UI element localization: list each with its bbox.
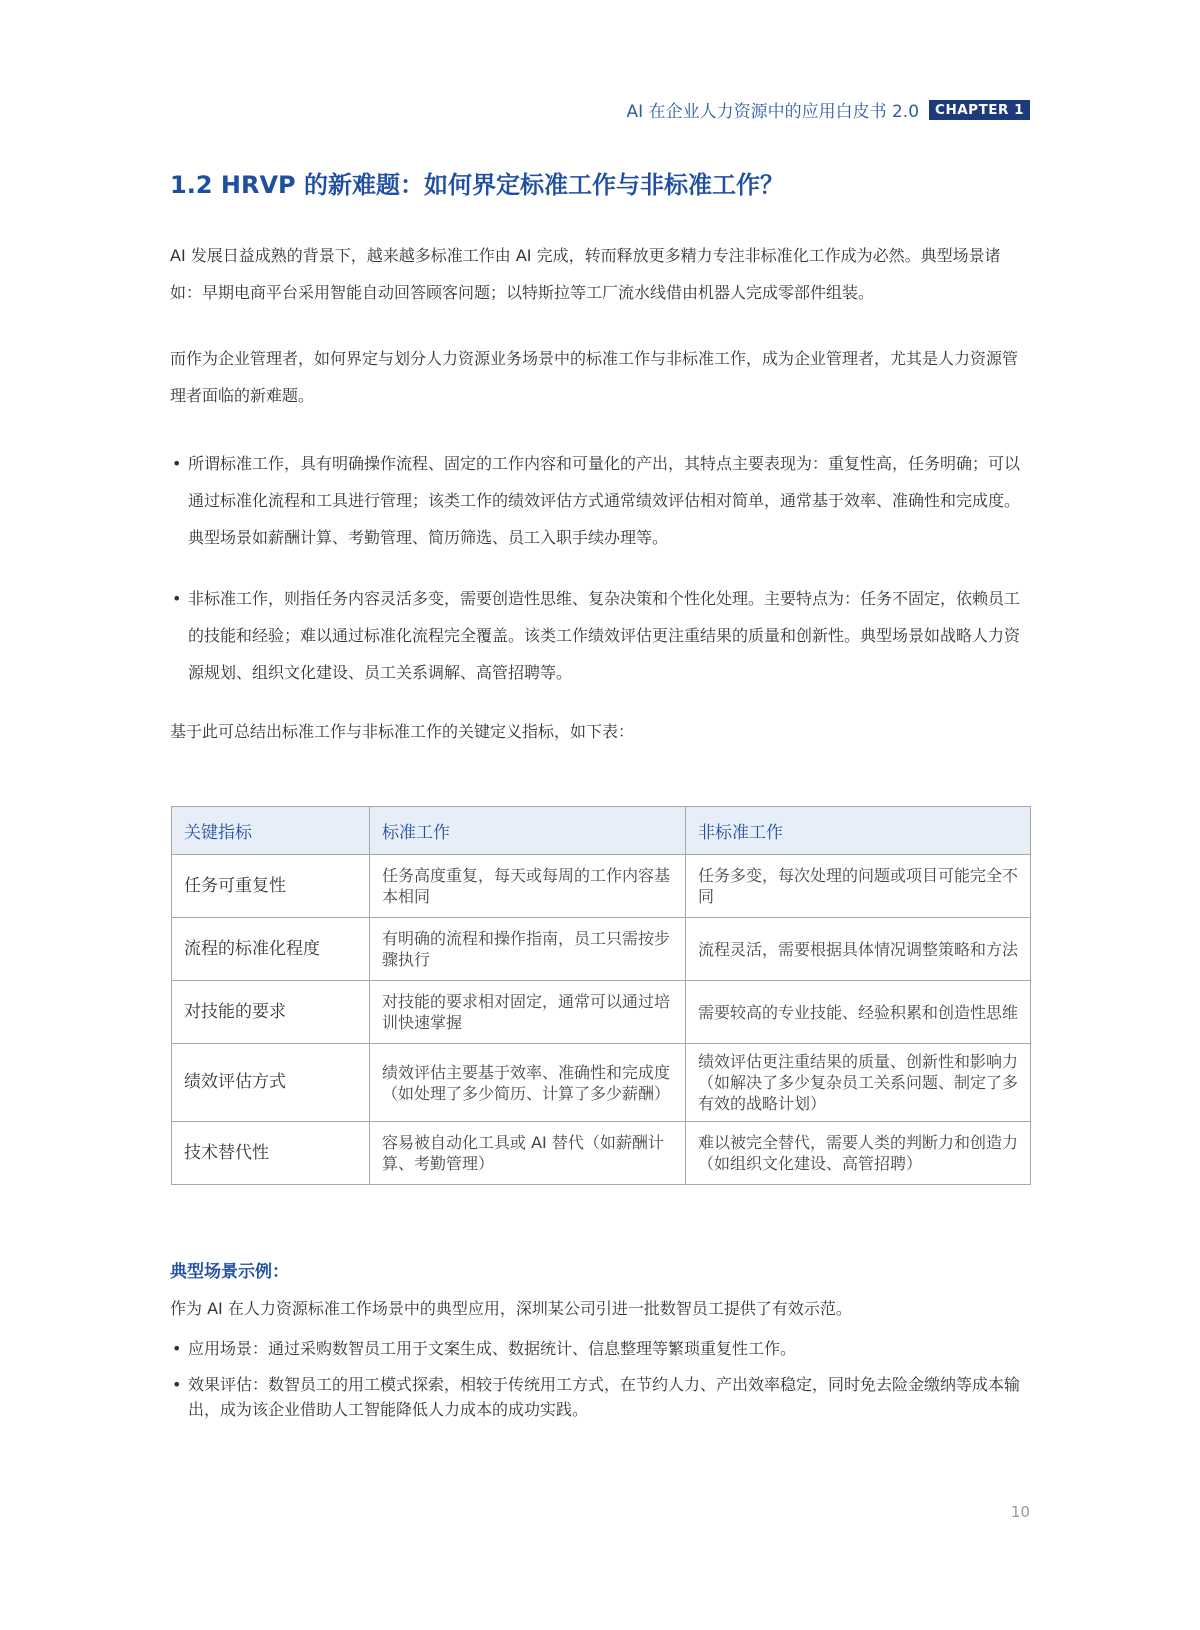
nonstandard-cell: 绩效评估更注重结果的质量、创新性和影响力（如解决了多少复杂员工关系问题、制定了多有效的战略计划）	[686, 1044, 1031, 1122]
example-item-text: 应用场景：通过采购数智员工用于文案生成、数据统计、信息整理等繁琐重复性工作。	[188, 1339, 797, 1358]
bullet-nonstandard-work	[170, 580, 1030, 691]
table-row	[172, 918, 1031, 981]
example-title: 典型场景示例：	[170, 1262, 289, 1282]
nonstandard-cell: 任务多变，每次处理的问题或项目可能完全不同	[686, 855, 1031, 918]
example-item-scenario	[170, 1336, 1030, 1361]
bullet-text: 非标准工作，则指任务内容灵活多变，需要创造性思维、复杂决策和个性化处理。主要特点为：任务不固定，依赖员工的技能和经验；难以通过标准化流程完全覆盖。该类工作绩效评估更注重结果的质量和创新性。典型场景如战略人力资源规划、组织文化建设、员工关系调解、高管招聘等。	[188, 589, 1021, 682]
bullet-dot-icon: •	[172, 1375, 182, 1394]
indicator-cell: 对技能的要求	[172, 981, 370, 1044]
page-number: 10	[1010, 1503, 1030, 1521]
indicator-cell: 流程的标准化程度	[172, 918, 370, 981]
table-row	[172, 1122, 1031, 1185]
table-row	[172, 1044, 1031, 1122]
paragraph-1: AI 发展日益成熟的背景下，越来越多标准工作由 AI 完成，转而释放更多精力专注非标准化工作成为必然。典型场景诸如：早期电商平台采用智能自动回答顾客问题；以特斯拉等工厂流水线借由机器人完成零部件组装。	[170, 246, 1001, 302]
table-row	[172, 855, 1031, 918]
example-item-evaluation	[170, 1372, 1030, 1422]
bullet-text: 所谓标准工作，具有明确操作流程、固定的工作内容和可量化的产出，其特点主要表现为：重复性高，任务明确；可以通过标准化流程和工具进行管理；该类工作的绩效评估方式通常绩效评估相对简单，通常基于效率、准确性和完成度。典型场景如薪酬计算、考勤管理、简历筛选、员工入职手续办理等。	[188, 454, 1021, 547]
bullet-dot-icon: •	[172, 1339, 182, 1358]
indicator-cell: 技术替代性	[172, 1122, 370, 1185]
section-title: 1.2 HRVP 的新难题：如何界定标准工作与非标准工作？	[170, 171, 784, 199]
bullet-dot-icon: •	[172, 589, 182, 608]
document-title: AI 在企业人力资源中的应用白皮书 2.0	[626, 102, 920, 122]
standard-cell: 有明确的流程和操作指南，员工只需按步骤执行	[370, 918, 686, 981]
key-indicator-table	[171, 806, 1031, 1185]
table-row	[172, 981, 1031, 1044]
header-cell-standard: 标准工作	[370, 807, 686, 855]
standard-cell: 任务高度重复，每天或每周的工作内容基本相同	[370, 855, 686, 918]
table-header-row	[172, 807, 1031, 855]
example-item-text: 效果评估：数智员工的用工模式探索，相较于传统用工方式，在节约人力、产出效率稳定，同时免去险金缴纳等成本输出，成为该企业借助人工智能降低人力成本的成功实践。	[188, 1375, 1021, 1419]
nonstandard-cell: 流程灵活，需要根据具体情况调整策略和方法	[686, 918, 1031, 981]
standard-cell: 对技能的要求相对固定，通常可以通过培训快速掌握	[370, 981, 686, 1044]
nonstandard-cell: 需要较高的专业技能、经验积累和创造性思维	[686, 981, 1031, 1044]
standard-cell: 容易被自动化工具或 AI 替代（如薪酬计算、考勤管理）	[370, 1122, 686, 1185]
indicator-cell: 绩效评估方式	[172, 1044, 370, 1122]
standard-cell: 绩效评估主要基于效率、准确性和完成度（如处理了多少简历、计算了多少薪酬）	[370, 1044, 686, 1122]
example-lead: 作为 AI 在人力资源标准工作场景中的典型应用，深圳某公司引进一批数智员工提供了有效示范。	[170, 1299, 852, 1318]
header-cell-nonstandard: 非标准工作	[686, 807, 1031, 855]
header-cell-indicator: 关键指标	[172, 807, 370, 855]
bullet-standard-work	[170, 445, 1030, 556]
running-header	[627, 97, 1030, 122]
indicator-cell: 任务可重复性	[172, 855, 370, 918]
nonstandard-cell: 难以被完全替代，需要人类的判断力和创造力（如组织文化建设、高管招聘）	[686, 1122, 1031, 1185]
table-intro: 基于此可总结出标准工作与非标准工作的关键定义指标，如下表：	[170, 722, 635, 741]
bullet-dot-icon: •	[172, 454, 182, 473]
chapter-badge: CHAPTER 1	[929, 100, 1030, 120]
paragraph-2: 而作为企业管理者，如何界定与划分人力资源业务场景中的标准工作与非标准工作，成为企业管理者，尤其是人力资源管理者面临的新难题。	[170, 349, 1019, 405]
